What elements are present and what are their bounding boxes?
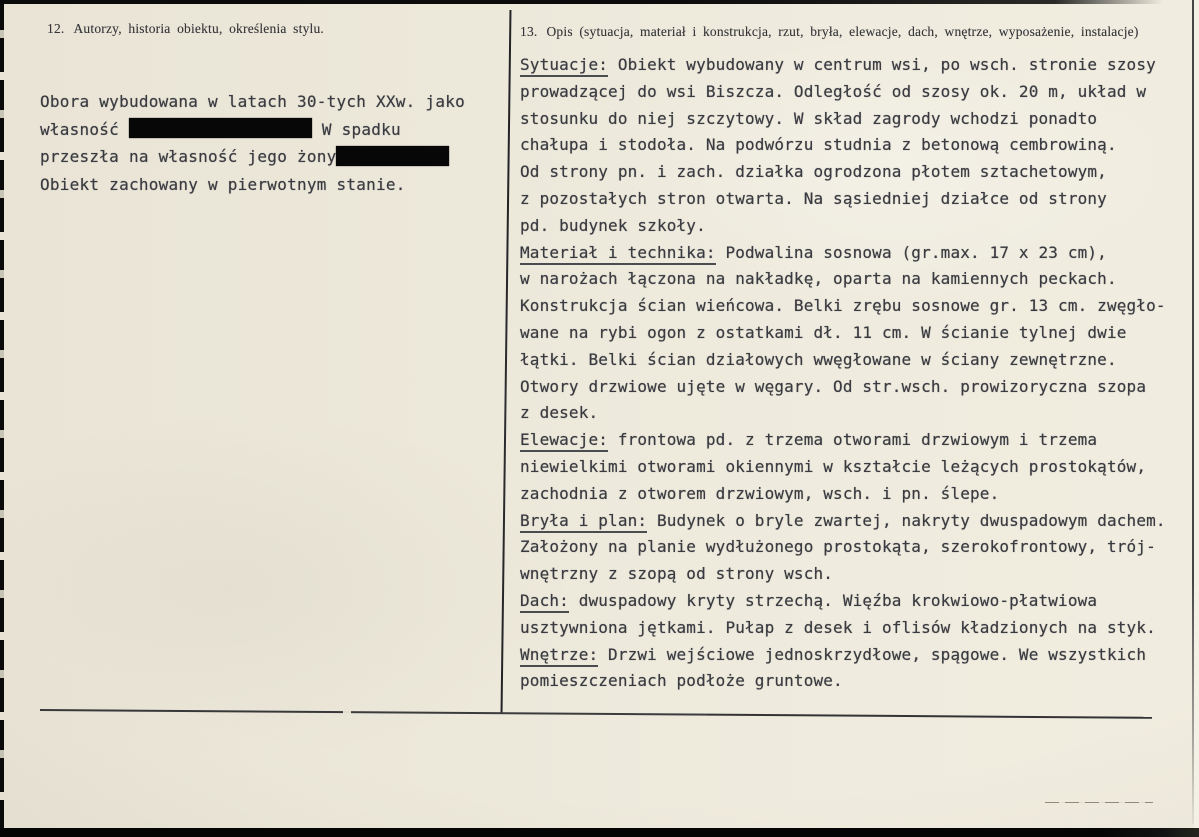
redaction-bar	[336, 146, 449, 166]
typed-text: pd. budynek szkoły.	[520, 215, 706, 235]
typed-text: wane na rybi ogon z ostatkami dł. 11 cm. W ścianie tylnej dwie	[520, 322, 1127, 342]
section-12-header	[47, 21, 324, 37]
typed-text: prowadzącej do wsi Biszcza. Odległość od szosy ok. 20 m, układ w	[520, 81, 1147, 101]
bottom-rule-line	[40, 709, 1152, 719]
typed-text: Budynek o bryle zwartej, nakryty dwuspadowym dachem.	[647, 510, 1166, 530]
typed-line	[520, 79, 1192, 106]
typed-line	[520, 106, 1192, 133]
typed-text: zachodnia z otworem drzwiowym, wsch. i pn. ślepe.	[520, 483, 1000, 503]
typed-line	[520, 320, 1192, 347]
typed-line	[40, 116, 480, 144]
typed-text: dwuspadowy kryty strzechą. Więźba krokwiowo-płatwiowa	[568, 590, 1098, 610]
scan-edge-right-paper	[1194, 0, 1199, 830]
typed-text: Obiekt wybudowany w centrum wsi, po wsch. stronie szosy	[608, 55, 1156, 74]
typed-line	[520, 534, 1192, 561]
section-13-label: Opis (sytuacja, materiał i konstrukcja, rzut, bryła, elewacje, dach, wnętrze, wyposażenie, instalacje)	[546, 24, 1139, 39]
typed-text: Podwalina sosnowa (gr.max. 17 x 23 cm),	[715, 242, 1107, 262]
typed-text: w narożach łączona na nakładkę, oparta na kamiennych peckach.	[520, 269, 1117, 289]
section-label: Elewacje:	[520, 430, 608, 452]
typed-line	[520, 347, 1192, 374]
scan-edge-left	[0, 0, 4, 831]
description-text-block	[520, 52, 1192, 695]
typed-line	[40, 143, 480, 171]
typed-text: frontowa pd. z trzema otworami drzwiowym i trzema	[608, 430, 1098, 450]
typed-text: stosunku do niej szczytowy. W skład zagrody wchodzi ponadto	[520, 108, 1098, 128]
typed-text: Otwory drzwiowe ujęte w węgary. Od str.wsch. prowizoryczna szopa	[520, 376, 1147, 396]
redaction-bar	[129, 118, 312, 138]
typed-line	[520, 642, 1192, 669]
typed-line	[520, 159, 1192, 186]
typed-text: Od strony pn. i zach. działka ogrodzona płotem sztachetowym,	[520, 162, 1107, 182]
scan-edge-right-line	[1192, 0, 1194, 824]
typed-line	[520, 454, 1192, 481]
typed-line	[520, 240, 1192, 267]
scan-scratch-mark	[1045, 802, 1153, 803]
section-12-label: Autorzy, historia obiektu, określenia stylu.	[73, 21, 324, 36]
typed-line	[520, 213, 1192, 240]
typed-line	[40, 88, 480, 116]
typed-line	[520, 186, 1192, 213]
typed-line	[520, 266, 1192, 293]
typed-text: Konstrukcja ścian wieńcowa. Belki zrębu sosnowe gr. 13 cm. zwęgło-	[520, 296, 1166, 316]
typed-line	[520, 615, 1192, 642]
section-13-header	[520, 24, 1139, 40]
scan-edge-bottom	[0, 828, 1199, 837]
typed-line	[520, 52, 1192, 79]
typed-text: usztywniona jętkami. Pułap z desek i oflisów kładzionych na styk.	[520, 617, 1156, 637]
column-divider-line	[501, 10, 512, 714]
typed-text: łątki. Belki ścian działowych wwęgłowane w ściany zewnętrzne.	[520, 349, 1117, 369]
section-label: Wnętrze:	[520, 645, 598, 667]
typed-text: Obora wybudowana w latach 30-tych XXw. jako	[40, 92, 465, 111]
typed-line	[520, 481, 1192, 508]
typed-line	[520, 132, 1192, 159]
typed-line	[520, 427, 1192, 454]
typed-line	[520, 293, 1192, 320]
typed-line	[520, 400, 1192, 427]
typed-text: Drzwi wejściowe jednoskrzydłowe, spągowe. We wszystkich	[598, 644, 1147, 664]
section-label: Sytuacje:	[520, 55, 608, 77]
section-label: Dach:	[520, 591, 569, 613]
typed-text: chałupa i stodoła. Na podwórzu studnia z betonową cembrowiną.	[520, 135, 1117, 155]
typed-line	[520, 508, 1192, 535]
section-label: Materiał i technika:	[520, 243, 716, 265]
typed-line	[520, 561, 1192, 588]
typed-text: przeszła na własność jego żony	[40, 147, 337, 167]
section-label: Bryła i plan:	[520, 511, 647, 533]
typed-line	[520, 588, 1192, 615]
typed-text: Założony na planie wydłużonego prostokąta, szerokofrontowy, trój-	[520, 537, 1156, 557]
history-text-block	[40, 88, 480, 198]
typed-text: niewielkimi otworami okiennymi w kształcie leżących prostokątów,	[520, 456, 1147, 476]
section-12-number: 12.	[47, 21, 65, 36]
typed-text: wnętrzny z szopą od strony wsch.	[520, 564, 834, 584]
typed-text: W spadku	[311, 119, 401, 139]
typed-line	[40, 171, 480, 199]
typed-text: Obiekt zachowany w pierwotnym stanie.	[40, 174, 406, 194]
typed-text: z desek.	[520, 403, 599, 423]
typed-line	[520, 374, 1192, 401]
scan-edge-top	[0, 0, 1199, 4]
section-13-number: 13.	[520, 24, 538, 39]
typed-line	[520, 668, 1192, 695]
typed-text: własność	[40, 119, 129, 139]
typed-text: z pozostałych stron otwarta. Na sąsiedniej działce od strony	[520, 188, 1107, 208]
typed-text: pomieszczeniach podłoże gruntowe.	[520, 671, 843, 691]
